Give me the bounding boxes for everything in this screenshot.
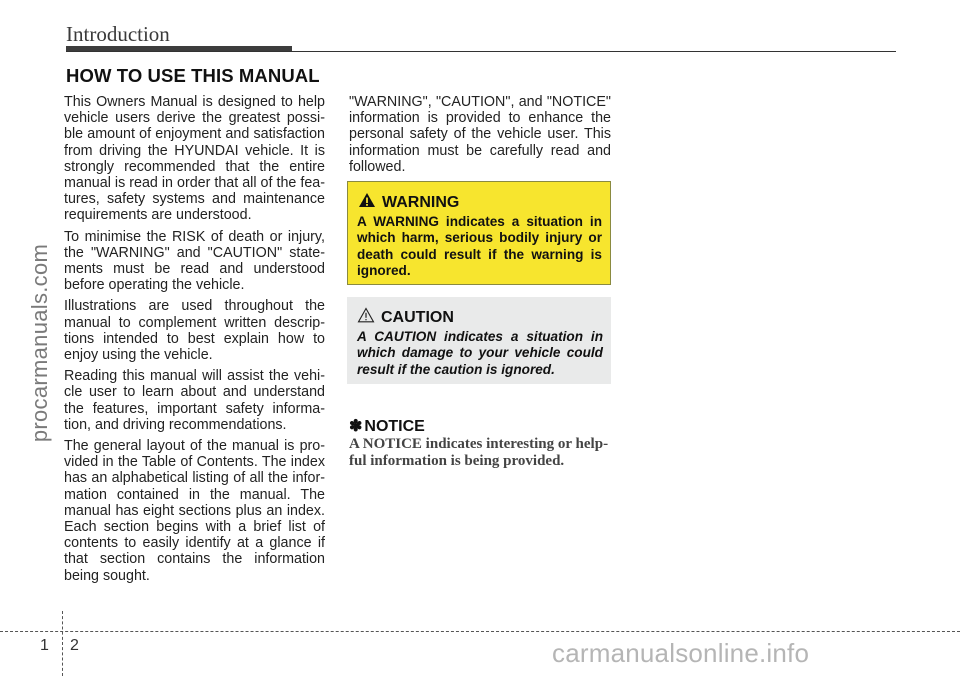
notice-title: NOTICE (364, 418, 425, 435)
watermark-bottom: carmanualsonline.info (552, 638, 810, 668)
paragraph-risk: To minimise the RISK of death or injury, the "WARNING" and "CAUTION" statements must be read and understood before operating the vehicle. (64, 228, 325, 294)
footer-rule (0, 631, 960, 632)
paragraph-illustrations: Illustrations are used throughout the manual to complement written descriptions intended to best explain how to enjoy using the vehicle. (64, 298, 325, 364)
warning-box (347, 181, 611, 285)
paragraph-intro: This Owners Manual is designed to help vehicle users derive the greatest possible amount of enjoyment and satisfaction from driving the HYUNDAI vehicle. It is strongly recommended that the entire manual is read in order that all of the features, safety systems and maintenance requirements are understood. (64, 94, 325, 224)
caution-text: A CAUTION indicates a situation in which damage to your vehicle could result if the caution is ignored. (357, 329, 603, 377)
footer-divider (62, 611, 63, 676)
notice-star-icon: ✽ (349, 418, 363, 435)
caution-triangle-icon (357, 307, 375, 328)
notice-text: A NOTICE indicates interesting or helpful information is being provided. (349, 436, 609, 469)
caution-box (347, 297, 611, 384)
paragraph-safety-info: "WARNING", "CAUTION", and "NOTICE" information is provided to enhance the personal safety of the vehicle user. This information must be carefully read and followed. (349, 94, 611, 175)
page-number: 2 (70, 637, 79, 654)
header-rule (66, 51, 896, 52)
caution-header (357, 307, 454, 328)
paragraph-layout: The general layout of the manual is provided in the Table of Contents. The index has an alphabetical listing of all the information contained in the manual. The manual has eight sections plus an index. Each section begins with a brief list of contents to easily identify at a glance if that section contains the information being sought. (64, 438, 325, 584)
paragraph-reading: Reading this manual will assist the vehicle user to learn about and understand the features, important safety information, and driving recommendations. (64, 368, 325, 433)
warning-title: WARNING (382, 193, 460, 211)
notice-heading (349, 416, 425, 436)
section-heading: HOW TO USE THIS MANUAL (66, 65, 320, 86)
warning-triangle-icon (358, 192, 376, 213)
warning-text: A WARNING indicates a situation in which harm, serious bodily injury or death could result if the warning is ignored. (357, 214, 602, 278)
header-title: Introduction (66, 22, 170, 46)
page-section-number: 1 (40, 637, 49, 654)
caution-title: CAUTION (381, 308, 454, 326)
left-column (64, 94, 325, 589)
watermark-side: procarmanuals.com (27, 243, 52, 443)
warning-header (358, 192, 459, 213)
right-column (349, 94, 611, 180)
